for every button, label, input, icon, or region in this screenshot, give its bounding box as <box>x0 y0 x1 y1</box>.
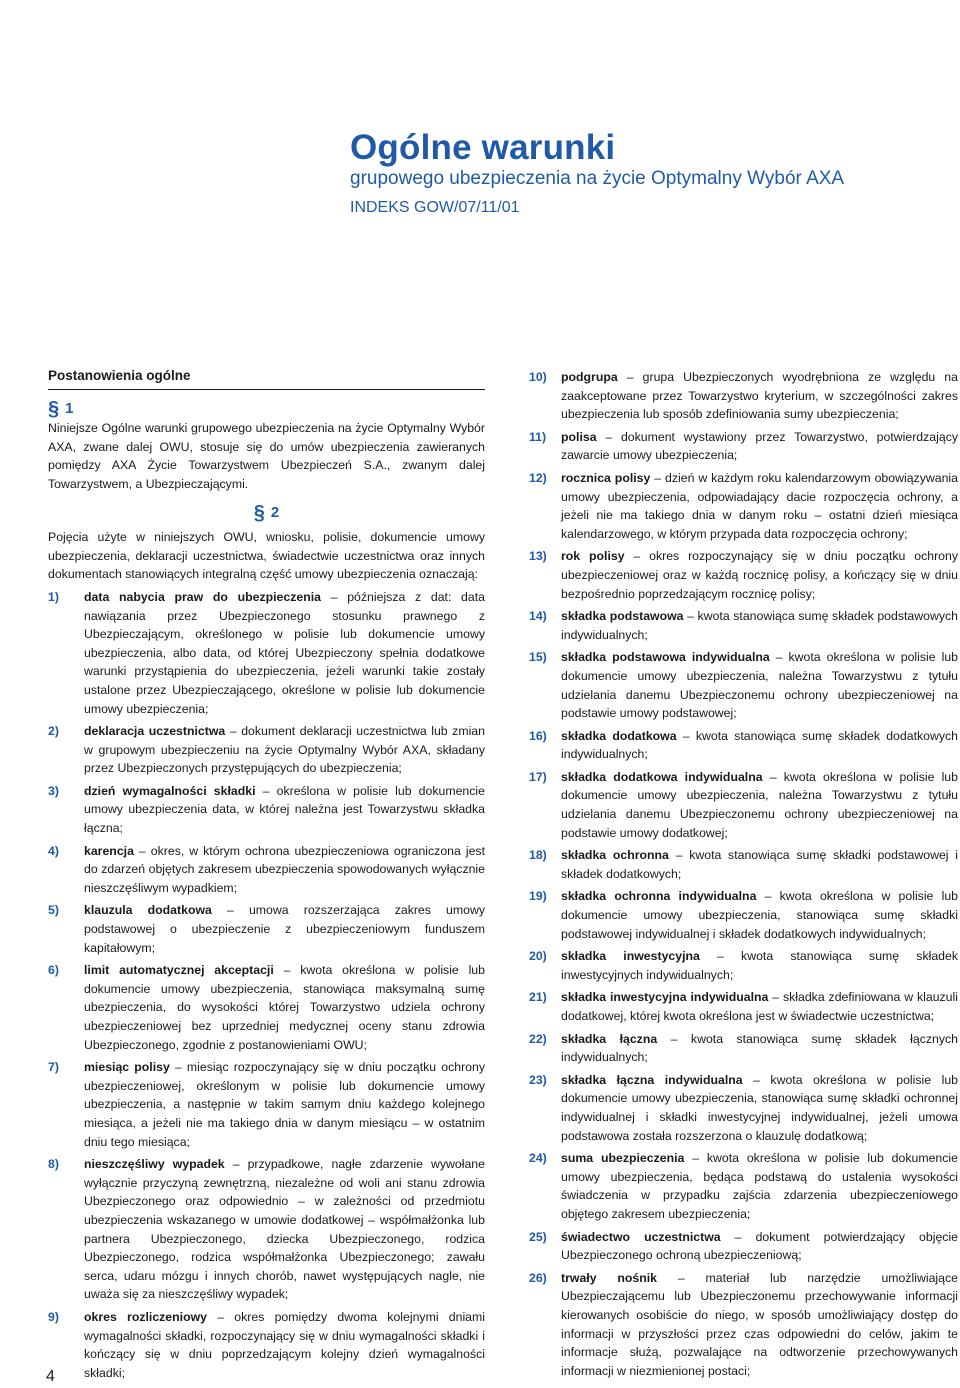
definition-body: – określona w polisie lub dokumencie umowy ubezpieczenia data, w której należna jest Towarzystwu składka łączna; <box>84 783 485 836</box>
definition-item <box>529 887 958 943</box>
definition-text <box>561 846 958 883</box>
definition-number: 7) <box>48 1060 59 1075</box>
definition-term: polisa <box>561 429 597 444</box>
definition-item <box>529 1149 958 1223</box>
definition-item <box>529 648 958 722</box>
definition-item <box>48 842 485 898</box>
definition-item <box>48 901 485 957</box>
paragraph-2-intro: Pojęcia użyte w niniejszych OWU, wniosku, polisie, dokumencie umowy ubezpieczenia, deklaracji uczestnictwa, świadectwie uczestnictwa oraz innych dokumentach stanowiących integralną część umowy ubezpieczenia oznaczają: <box>48 530 485 582</box>
definition-number: 15) <box>529 650 547 665</box>
definition-number: 9) <box>48 1309 59 1324</box>
definition-body: – dokument potwierdzający objęcie Ubezpieczonego ochroną ubezpieczeniową; <box>561 1229 958 1263</box>
definition-number: 2) <box>48 724 59 739</box>
definition-term: podgrupa <box>561 370 618 384</box>
definition-item <box>529 727 958 764</box>
definition-item <box>48 1058 485 1151</box>
definition-text <box>84 961 485 1054</box>
definition-number: 25) <box>529 1229 547 1244</box>
definition-item <box>48 782 485 838</box>
definition-item <box>529 1269 958 1381</box>
definition-item <box>529 469 958 543</box>
definition-term: składka inwestycyjna <box>561 949 700 964</box>
definition-body: – dzień w każdym roku kalendarzowym obowiązywania umowy ubezpieczenia, odpowiadający dacie rozpoczęcia ochrony, a jeżeli nie ma takiego dnia w danym roku – ostatni dzień miesiąca kalendarzowego, w którym przypada data rozpoczęcia ochrony; <box>561 470 958 541</box>
definitions-list-left <box>48 588 485 1382</box>
definition-body: – grupa Ubezpieczonych wyodrębniona ze względu na zaakceptowane przez Towarzystwo kryterium, w szczególności zakres ubezpieczenia lub sposób zdefiniowania sumy ubezpieczenia; <box>561 370 958 422</box>
definition-item <box>48 1308 485 1382</box>
definition-number: 14) <box>529 609 547 624</box>
definition-text <box>84 842 485 898</box>
left-column <box>48 367 485 1382</box>
paragraph-number-2: § 2 <box>253 501 280 524</box>
definition-term: składka inwestycyjna indywidualna <box>561 990 769 1005</box>
definition-term: składka dodatkowa <box>561 728 677 743</box>
definition-text <box>561 469 958 543</box>
definition-number: 11) <box>529 429 547 444</box>
definition-number: 13) <box>529 549 547 564</box>
definition-item <box>529 428 958 465</box>
definition-text <box>84 782 485 838</box>
definition-text <box>84 1308 485 1382</box>
definition-text <box>561 547 958 603</box>
definition-term: data nabycia praw do ubezpieczenia <box>84 589 321 604</box>
definition-term: składka ochronna indywidualna <box>561 889 757 904</box>
document-subtitle: grupowego ubezpieczenia na życie Optymalny Wybór AXA <box>350 168 845 189</box>
definition-body: – późniejsza z dat: data nawiązania przez Ubezpieczonego stosunku prawnego z Ubezpieczającym, określonego w polisie lub dokumencie umowy ubezpieczenia, albo data, od której Ubezpieczony spełnia dodatkowe warunki przystąpienia do ubezpieczenia, jeżeli warunki takie zostały ustalone przez Ubezpieczającego, określone w polisie lub dokumencie umowy ubezpieczenia; <box>84 589 485 716</box>
definition-text <box>561 988 958 1025</box>
definition-body: – kwota określona w polisie lub dokumencie umowy ubezpieczenia, będąca podstawą do ustalenia wysokości świadczenia w przypadku zajścia zdarzenia ubezpieczeniowego objętego zakresem ubezpieczenia; <box>561 1151 958 1221</box>
definition-number: 17) <box>529 769 547 784</box>
definition-number: 1) <box>48 589 59 604</box>
definition-number: 19) <box>529 889 547 904</box>
document-index: INDEKS GOW/07/11/01 <box>350 199 520 216</box>
definition-number: 12) <box>529 470 547 485</box>
definition-item <box>529 768 958 842</box>
definition-term: okres rozliczeniowy <box>84 1309 207 1324</box>
definition-text <box>561 1269 958 1381</box>
definition-body: – kwota określona w polisie lub dokumencie umowy ubezpieczenia, należna Towarzystwu z tytułu udzielania danemu Ubezpieczonemu ochrony ubezpieczeniowej na podstawie umowy dodatkowej; <box>561 769 958 840</box>
definition-text <box>84 722 485 778</box>
definition-body: – kwota określona w polisie lub dokumencie umowy ubezpieczenia, stanowiąca sumę składki ochronnej indywidualnej i składki inwestycyjnej indywidualnej, jeżeli umowa podstawowa została rozszerzona o klauzulę dodatkową; <box>561 1072 958 1143</box>
definition-body: – kwota określona w polisie lub dokumencie umowy ubezpieczenia, stanowiąca maksymalną sumę ubezpieczenia, do wysokości której Towarzystwo udziela ochrony ubezpieczeniowej bez uprzedniej medycznej oceny stanu zdrowia Ubezpieczonego, zgodnie z postanowieniami OWU; <box>84 963 485 1052</box>
definition-term: składka łączna indywidualna <box>561 1072 743 1087</box>
definition-body: – kwota stanowiąca sumę składek dodatkowych indywidualnych; <box>561 728 958 762</box>
paragraph-number-1: § 1 <box>48 397 74 420</box>
definition-body: – kwota określona w polisie lub dokumencie umowy ubezpieczenia, stanowiąca sumę składki podstawowej indywidualnej i składek dodatkowych indywidualnych; <box>561 889 958 941</box>
paragraph-1-text: Niniejsze Ogólne warunki grupowego ubezpieczenia na życie Optymalny Wybór AXA, zwane dalej OWU, stosuje się do umów ubezpieczenia zawieranych pomiędzy AXA Życie Towarzystwem Ubezpieczeń S.A., zwanym dalej Towarzystwem, a Ubezpieczającymi. <box>48 421 485 491</box>
definition-body: – materiał lub narzędzie umożliwiające Ubezpieczającemu lub Ubezpieczonemu przechowywanie informacji kierowanych osobiście do niego, w sposób umożliwiający dostęp do informacji w przyszłości przez czas odpowiedni do celów, jakim te informacje służą, pozwalające na odtworzenie przechowywanych informacji w niezmienionej postaci; <box>561 1270 958 1378</box>
definition-number: 10) <box>529 370 547 384</box>
definition-term: składka podstawowa <box>561 609 684 624</box>
definition-term: limit automatycznej akceptacji <box>84 963 274 978</box>
definition-text <box>561 428 958 465</box>
definition-body: – umowa rozszerzająca zakres umowy podstawowej o ubezpieczenie z ubezpieczeniowym funduszem kapitałowym; <box>84 903 485 955</box>
definition-term: karencja <box>84 843 134 858</box>
definition-body: – okres rozpoczynający się w dniu początku ochrony ubezpieczeniowej oraz w każdą rocznicę polisy, a kończący się w dniu bezpośrednio poprzedzającym rocznicę polisy; <box>561 549 958 601</box>
definition-body: – kwota określona w polisie lub dokumencie umowy ubezpieczenia, należna Towarzystwu z tytułu udzielania danemu Ubezpieczonemu ochrony ubezpieczeniowej na podstawie umowy podstawowej; <box>561 650 958 721</box>
definition-body: – kwota stanowiąca sumę składek łącznych indywidualnych; <box>561 1031 958 1065</box>
definition-number: 3) <box>48 783 59 798</box>
definition-number: 24) <box>529 1151 547 1166</box>
definition-text <box>561 887 958 943</box>
definition-term: rok polisy <box>561 549 625 564</box>
right-column <box>529 364 958 1380</box>
definition-term: składka łączna <box>561 1031 658 1046</box>
definition-text <box>561 648 958 722</box>
definition-term: miesiąc polisy <box>84 1060 170 1075</box>
definition-number: 4) <box>48 843 59 858</box>
definition-term: deklaracja uczestnictwa <box>84 724 226 739</box>
definitions-list-right <box>529 368 958 1380</box>
document-title: Ogólne warunki <box>350 128 616 167</box>
definition-item <box>529 947 958 984</box>
definition-number: 20) <box>529 949 547 964</box>
definition-item <box>529 1030 958 1067</box>
definition-body: – dokument deklaracji uczestnictwa lub zmian w grupowym ubezpieczeniu na życie Optymalny Wybór AXA, składany przez Ubezpieczonych przystępujących do ubezpieczenia; <box>84 724 485 776</box>
definition-body: – okres, w którym ochrona ubezpieczeniowa ograniczona jest do zdarzeń objętych zakresem ubezpieczenia spowodowanych wyłącznie nieszczęśliwym wypadkiem; <box>84 843 485 895</box>
definition-text <box>561 607 958 644</box>
definition-body: – składka zdefiniowana w klauzuli dodatkowej, której kwota określona jest w świadectwie uczestnictwa; <box>561 990 958 1023</box>
definition-text <box>84 1155 485 1304</box>
definition-number: 22) <box>529 1031 547 1046</box>
section-sign-icon: § <box>253 501 265 524</box>
definition-text <box>84 1058 485 1151</box>
definition-term: trwały nośnik <box>561 1270 657 1285</box>
definition-item <box>529 607 958 644</box>
definition-number: 5) <box>48 903 59 918</box>
definition-term: składka ochronna <box>561 848 669 863</box>
definition-term: składka podstawowa indywidualna <box>561 650 770 665</box>
definition-body: – przypadkowe, nagłe zdarzenie wywołane wyłącznie przyczyną zewnętrzną, niezależne od woli ani stanu zdrowia Ubezpieczonego oraz odpowiednio – w zależności od przedmiotu ubezpieczenia wskazanego w umowie dodatkowej – współmałżonka lub partnera Ubezpieczonego, dziecka Ubezpieczonego, rodzica Ubezpieczonego, rodzica współmałżonka Ubezpieczonego; zawału serca, udaru mózgu i innych chorób, nawet występujących nagle, nie uważa się za nieszczęśliwy wypadek; <box>84 1157 485 1302</box>
definition-number: 18) <box>529 848 547 863</box>
definition-item <box>529 1071 958 1145</box>
definition-term: świadectwo uczestnictwa <box>561 1229 721 1244</box>
definition-item <box>48 1155 485 1304</box>
definition-body: – miesiąc rozpoczynający się w dniu początku ochrony ubezpieczeniowej, określonym w polisie lub dokumencie umowy ubezpieczenia, a następnie w takim samym dniu każdego kolejnego miesiąca, a jeżeli nie ma takiego dnia w danym miesiącu – w ostatnim dniu tego miesiąca; <box>84 1060 485 1149</box>
definition-number: 23) <box>529 1072 547 1087</box>
definition-term: składka dodatkowa indywidualna <box>561 769 763 784</box>
definition-text <box>561 1149 958 1223</box>
definition-term: rocznica polisy <box>561 470 651 485</box>
definition-term: nieszczęśliwy wypadek <box>84 1157 225 1172</box>
section-title: Postanowienia ogólne <box>48 367 485 390</box>
definition-text <box>561 1030 958 1067</box>
definition-item <box>48 722 485 778</box>
definition-item <box>529 1228 958 1265</box>
definition-body: – kwota stanowiąca sumę składek podstawowych indywidualnych; <box>561 609 959 642</box>
section-sign-icon: § <box>48 397 60 420</box>
definition-text <box>561 1071 958 1145</box>
definition-text <box>561 368 958 424</box>
definition-term: klauzula dodatkowa <box>84 903 212 918</box>
definition-number: 21) <box>529 990 547 1005</box>
definition-body: – kwota stanowiąca sumę składek inwestycyjnych indywidualnych; <box>561 949 958 982</box>
definition-body: – okres pomiędzy dwoma kolejnymi dniami wymagalności składki, rozpoczynający się w dniu wymagalności składki i kończący się w dniu poprzedzającym kolejny dzień wymagalności składki; <box>84 1309 486 1380</box>
definition-item <box>48 588 485 718</box>
definition-number: 16) <box>529 728 547 743</box>
definition-item <box>529 846 958 883</box>
definition-body: – kwota stanowiąca sumę składki podstawowej i składek dodatkowych; <box>561 848 958 881</box>
definition-number: 8) <box>48 1157 59 1172</box>
definition-text <box>561 768 958 842</box>
definition-term: dzień wymagalności składki <box>84 783 256 798</box>
definition-body: – dokument wystawiony przez Towarzystwo, potwierdzający zawarcie umowy ubezpieczenia; <box>561 429 958 463</box>
definition-number: 26) <box>529 1270 547 1285</box>
definition-text <box>84 588 485 718</box>
definition-term: suma ubezpieczenia <box>561 1151 685 1166</box>
definition-text <box>84 901 485 957</box>
page-number: 4 <box>46 1368 55 1385</box>
definition-number: 6) <box>48 963 59 978</box>
definition-item <box>529 547 958 603</box>
definition-text <box>561 727 958 764</box>
definition-text <box>561 947 958 984</box>
definition-item <box>529 368 958 424</box>
definition-text <box>561 1228 958 1265</box>
definition-item <box>48 961 485 1054</box>
definition-item <box>529 988 958 1025</box>
